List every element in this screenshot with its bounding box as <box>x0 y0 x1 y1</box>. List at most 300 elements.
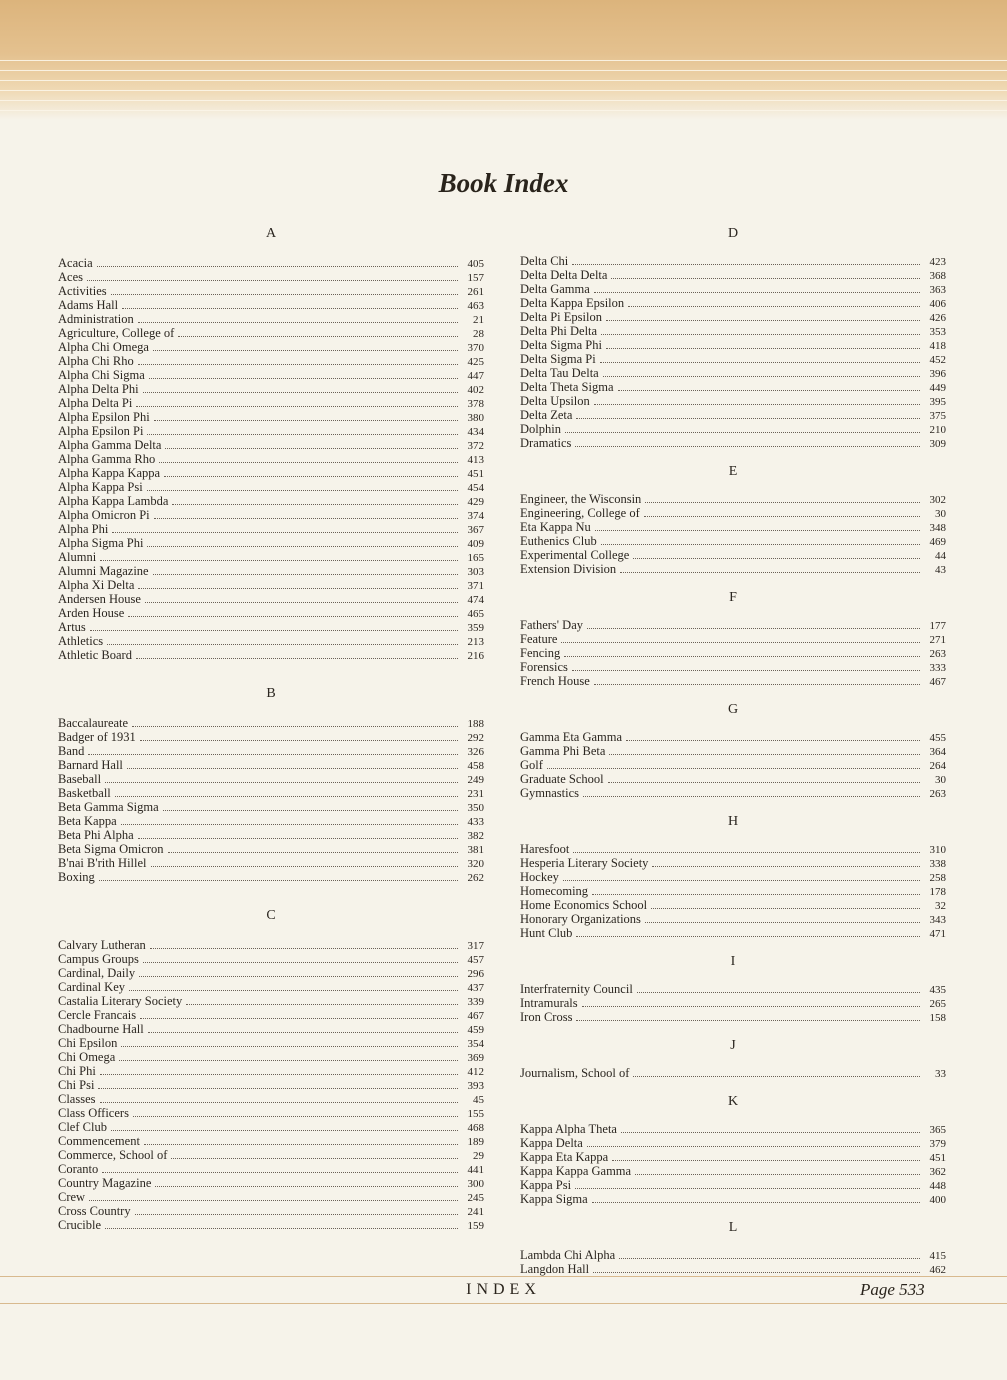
index-column-right <box>520 224 946 1276</box>
entry-page: 371 <box>467 580 484 592</box>
dot-leader <box>99 871 458 881</box>
entry-name: Artus <box>58 620 86 634</box>
dot-leader <box>620 563 920 573</box>
dot-leader <box>637 983 920 993</box>
dot-leader <box>600 353 920 363</box>
section-letter: A <box>265 226 277 241</box>
entry-name: Alpha Gamma Delta <box>58 438 162 452</box>
entry-name: Barnard Hall <box>58 758 123 772</box>
index-entry <box>58 522 484 536</box>
entry-name: Alpha Epsilon Pi <box>58 424 144 438</box>
entry-name: Kappa Psi <box>520 1178 572 1192</box>
dot-leader <box>582 997 920 1007</box>
index-section <box>520 952 946 1024</box>
index-entry <box>58 648 484 662</box>
entry-page: 452 <box>929 354 946 366</box>
entry-page: 426 <box>929 312 946 324</box>
index-entry <box>520 786 946 800</box>
index-entry <box>58 536 484 550</box>
dot-leader <box>111 1121 458 1131</box>
entry-page: 45 <box>473 1094 484 1106</box>
entry-name: Lambda Chi Alpha <box>520 1248 616 1262</box>
header-band <box>0 0 1007 120</box>
index-entry <box>520 282 946 296</box>
entry-name: Alpha Epsilon Phi <box>58 410 150 424</box>
index-entry <box>58 368 484 382</box>
index-entry <box>520 1178 946 1192</box>
entry-list <box>58 938 484 1232</box>
entry-page: 429 <box>467 496 484 508</box>
entry-page: 155 <box>467 1108 484 1120</box>
entry-page: 326 <box>467 746 484 758</box>
index-section <box>520 1218 946 1276</box>
index-section <box>520 588 946 688</box>
entry-page: 380 <box>467 412 484 424</box>
entry-page: 264 <box>929 760 946 772</box>
dot-leader <box>172 495 458 505</box>
entry-name: Iron Cross <box>520 1010 573 1024</box>
dot-leader <box>593 1263 920 1273</box>
dot-leader <box>153 341 458 351</box>
entry-list <box>58 256 484 662</box>
entry-page: 310 <box>929 844 946 856</box>
entry-name: Fathers' Day <box>520 618 584 632</box>
index-entry <box>520 1066 946 1080</box>
entry-name: Extension Division <box>520 562 617 576</box>
entry-name: Honorary Organizations <box>520 912 641 926</box>
dot-leader <box>575 1179 920 1189</box>
dot-leader <box>121 1037 458 1047</box>
entry-name: Administration <box>58 312 134 326</box>
index-entry <box>520 366 946 380</box>
entry-name: Kappa Kappa Gamma <box>520 1164 632 1178</box>
index-entry <box>520 758 946 772</box>
entry-name: Engineering, College of <box>520 506 640 520</box>
dot-leader <box>119 1051 458 1061</box>
entry-page: 189 <box>467 1136 484 1148</box>
entry-page: 381 <box>467 844 484 856</box>
index-entry <box>520 744 946 758</box>
entry-page: 451 <box>467 468 484 480</box>
entry-page: 425 <box>467 356 484 368</box>
entry-name: Athletic Board <box>58 648 132 662</box>
entry-name: Chadbourne Hall <box>58 1022 144 1036</box>
entry-page: 418 <box>929 340 946 352</box>
index-entry <box>520 254 946 268</box>
entry-name: Alpha Chi Omega <box>58 340 149 354</box>
dot-leader <box>147 425 458 435</box>
entry-name: Alpha Kappa Kappa <box>58 466 161 480</box>
entry-page: 378 <box>467 398 484 410</box>
entry-name: Cross Country <box>58 1204 131 1218</box>
page-title: Book Index <box>438 168 569 198</box>
entry-page: 462 <box>929 1264 946 1276</box>
entry-name: Feature <box>520 632 558 646</box>
entry-page: 395 <box>929 396 946 408</box>
index-entry <box>58 284 484 298</box>
dot-leader <box>573 843 920 853</box>
entry-list <box>520 1248 946 1276</box>
index-entry <box>520 730 946 744</box>
index-entry <box>520 1164 946 1178</box>
dot-leader <box>138 355 458 365</box>
entry-page: 178 <box>929 886 946 898</box>
index-entry <box>520 772 946 786</box>
section-letter: K <box>727 1094 739 1109</box>
index-entry <box>520 674 946 688</box>
entry-page: 263 <box>929 788 946 800</box>
dot-leader <box>595 521 920 531</box>
dot-leader <box>563 871 920 881</box>
entry-page: 365 <box>929 1124 946 1136</box>
section-letter: J <box>730 1038 736 1053</box>
entry-page: 263 <box>929 648 946 660</box>
index-entry <box>520 1192 946 1206</box>
dot-leader <box>601 325 920 335</box>
entry-page: 457 <box>467 954 484 966</box>
entry-name: Gamma Phi Beta <box>520 744 606 758</box>
section-letter: C <box>266 908 276 923</box>
index-entry <box>520 436 946 450</box>
entry-name: Fencing <box>520 646 561 660</box>
entry-name: Boxing <box>58 870 95 884</box>
dot-leader <box>136 397 458 407</box>
entry-name: Hesperia Literary Society <box>520 856 649 870</box>
section-letter: B <box>266 686 276 701</box>
entry-page: 372 <box>467 440 484 452</box>
dot-leader <box>644 507 920 517</box>
entry-name: Calvary Lutheran <box>58 938 146 952</box>
dot-leader <box>143 383 458 393</box>
entry-name: Chi Psi <box>58 1078 95 1092</box>
entry-name: Cercle Francais <box>58 1008 137 1022</box>
dot-leader <box>154 509 458 519</box>
entry-name: Delta Pi Epsilon <box>520 310 602 324</box>
index-section <box>58 906 484 1232</box>
entry-page: 458 <box>467 760 484 772</box>
entry-page: 210 <box>929 424 946 436</box>
entry-page: 30 <box>935 508 946 520</box>
entry-list <box>520 254 946 450</box>
entry-name: Beta Phi Alpha <box>58 828 134 842</box>
index-entry <box>58 980 484 994</box>
dot-leader <box>635 1165 920 1175</box>
entry-page: 413 <box>467 454 484 466</box>
entry-page: 44 <box>935 550 946 562</box>
entry-page: 348 <box>929 522 946 534</box>
index-section <box>520 812 946 940</box>
entry-page: 455 <box>929 732 946 744</box>
entry-name: Campus Groups <box>58 952 139 966</box>
entry-page: 467 <box>929 676 946 688</box>
entry-name: Euthenics Club <box>520 534 597 548</box>
entry-name: Forensics <box>520 660 568 674</box>
index-entry <box>58 800 484 814</box>
index-entry <box>520 982 946 996</box>
entry-name: Crucible <box>58 1218 102 1232</box>
entry-name: Alumni <box>58 550 97 564</box>
header-stripes <box>0 60 1007 122</box>
index-entry <box>520 520 946 534</box>
entry-page: 435 <box>929 984 946 996</box>
entry-name: Gamma Eta Gamma <box>520 730 623 744</box>
entry-page: 379 <box>929 1138 946 1150</box>
entry-name: Cardinal Key <box>58 980 125 994</box>
entry-page: 412 <box>467 1066 484 1078</box>
entry-page: 33 <box>935 1068 946 1080</box>
entry-page: 415 <box>929 1250 946 1262</box>
entry-name: Dramatics <box>520 436 572 450</box>
entry-name: Alumni Magazine <box>58 564 149 578</box>
index-entry <box>520 1010 946 1024</box>
index-entry <box>58 606 484 620</box>
index-entry <box>58 564 484 578</box>
entry-name: Baseball <box>58 772 102 786</box>
index-entry <box>520 1150 946 1164</box>
entry-page: 375 <box>929 410 946 422</box>
index-entry <box>520 324 946 338</box>
index-entry <box>58 396 484 410</box>
index-entry <box>58 256 484 270</box>
index-entry <box>58 1022 484 1036</box>
entry-list <box>520 1122 946 1206</box>
dot-leader <box>129 981 458 991</box>
dot-leader <box>138 313 458 323</box>
index-entry <box>520 660 946 674</box>
entry-name: Delta Delta Delta <box>520 268 608 282</box>
dot-leader <box>619 1249 920 1259</box>
index-entry <box>58 312 484 326</box>
entry-name: Alpha Sigma Phi <box>58 536 144 550</box>
entry-page: 469 <box>929 536 946 548</box>
index-entry <box>520 506 946 520</box>
entry-name: Aces <box>58 270 83 284</box>
index-section <box>58 224 484 662</box>
entry-page: 165 <box>467 552 484 564</box>
dot-leader <box>168 843 458 853</box>
entry-page: 292 <box>467 732 484 744</box>
entry-page: 433 <box>467 816 484 828</box>
entry-name: Delta Sigma Phi <box>520 338 602 352</box>
index-entry <box>520 870 946 884</box>
index-entry <box>520 492 946 506</box>
entry-name: Beta Gamma Sigma <box>58 800 159 814</box>
entry-page: 441 <box>467 1164 484 1176</box>
entry-name: Kappa Alpha Theta <box>520 1122 617 1136</box>
index-section <box>520 224 946 450</box>
entry-name: Commerce, School of <box>58 1148 168 1162</box>
index-entry <box>58 1204 484 1218</box>
index-section <box>520 462 946 576</box>
index-entry <box>58 828 484 842</box>
index-entry <box>520 1136 946 1150</box>
entry-page: 468 <box>467 1122 484 1134</box>
entry-page: 353 <box>929 326 946 338</box>
dot-leader <box>652 857 920 867</box>
entry-name: Homecoming <box>520 884 589 898</box>
dot-leader <box>150 939 458 949</box>
entry-page: 434 <box>467 426 484 438</box>
dot-leader <box>112 523 458 533</box>
dot-leader <box>111 285 458 295</box>
entry-name: Andersen House <box>58 592 141 606</box>
entry-name: Engineer, the Wisconsin <box>520 492 642 506</box>
dot-leader <box>143 953 458 963</box>
index-entry <box>520 842 946 856</box>
entry-name: Journalism, School of <box>520 1066 630 1080</box>
entry-name: Alpha Gamma Rho <box>58 452 156 466</box>
index-entry <box>58 298 484 312</box>
entry-name: Alpha Kappa Psi <box>58 480 143 494</box>
index-entry <box>58 1162 484 1176</box>
entry-page: 382 <box>467 830 484 842</box>
index-entry <box>58 716 484 730</box>
dot-leader <box>121 815 458 825</box>
dot-leader <box>133 1107 458 1117</box>
index-entry <box>520 856 946 870</box>
entry-page: 159 <box>467 1220 484 1232</box>
dot-leader <box>144 1135 458 1145</box>
entry-page: 474 <box>467 594 484 606</box>
dot-leader <box>601 535 920 545</box>
entry-page: 364 <box>929 746 946 758</box>
entry-name: Langdon Hall <box>520 1262 590 1276</box>
index-entry <box>58 620 484 634</box>
index-entry <box>58 270 484 284</box>
entry-page: 454 <box>467 482 484 494</box>
entry-name: Delta Upsilon <box>520 394 590 408</box>
index-entry <box>58 1092 484 1106</box>
dot-leader <box>159 453 458 463</box>
entry-page: 333 <box>929 662 946 674</box>
entry-name: Delta Sigma Pi <box>520 352 596 366</box>
dot-leader <box>565 423 920 433</box>
index-entry <box>520 268 946 282</box>
dot-leader <box>645 493 920 503</box>
entry-page: 28 <box>473 328 484 340</box>
entry-page: 241 <box>467 1206 484 1218</box>
entry-name: Alpha Delta Phi <box>58 382 139 396</box>
dot-leader <box>105 773 458 783</box>
entry-name: Beta Sigma Omicron <box>58 842 164 856</box>
index-entry <box>520 926 946 940</box>
dot-leader <box>587 619 920 629</box>
entry-page: 303 <box>467 566 484 578</box>
index-entry <box>58 550 484 564</box>
entry-page: 258 <box>929 872 946 884</box>
section-letter: F <box>729 590 737 605</box>
index-entry <box>58 842 484 856</box>
index-entry <box>58 494 484 508</box>
section-letter: H <box>727 814 739 829</box>
dot-leader <box>107 635 458 645</box>
dot-leader <box>547 759 920 769</box>
dot-leader <box>575 437 920 447</box>
entry-page: 265 <box>929 998 946 1010</box>
entry-list <box>520 618 946 688</box>
index-entry <box>520 898 946 912</box>
entry-page: 369 <box>467 1052 484 1064</box>
section-letter: G <box>727 702 739 717</box>
entry-page: 30 <box>935 774 946 786</box>
dot-leader <box>606 311 920 321</box>
entry-name: Delta Gamma <box>520 282 590 296</box>
index-entry <box>520 884 946 898</box>
index-entry <box>58 634 484 648</box>
entry-page: 363 <box>929 284 946 296</box>
entry-name: Alpha Chi Sigma <box>58 368 145 382</box>
index-entry <box>58 1036 484 1050</box>
entry-name: Band <box>58 744 85 758</box>
entry-list <box>520 842 946 940</box>
entry-name: Cardinal, Daily <box>58 966 136 980</box>
entry-page: 262 <box>467 872 484 884</box>
dot-leader <box>100 1093 459 1103</box>
entry-name: Kappa Delta <box>520 1136 583 1150</box>
entry-page: 471 <box>929 928 946 940</box>
entry-page: 29 <box>473 1150 484 1162</box>
index-entry <box>520 394 946 408</box>
entry-name: Golf <box>520 758 543 772</box>
entry-name: Kappa Sigma <box>520 1192 588 1206</box>
dot-leader <box>147 537 458 547</box>
dot-leader <box>100 551 458 561</box>
dot-leader <box>140 1009 458 1019</box>
dot-leader <box>618 381 921 391</box>
index-entry <box>58 592 484 606</box>
entry-name: Commencement <box>58 1134 140 1148</box>
entry-name: Delta Chi <box>520 254 569 268</box>
index-entry <box>58 952 484 966</box>
index-section <box>520 1092 946 1206</box>
entry-page: 396 <box>929 368 946 380</box>
index-entry <box>58 870 484 884</box>
entry-list <box>520 982 946 1024</box>
entry-name: Adams Hall <box>58 298 119 312</box>
dot-leader <box>165 439 458 449</box>
index-entry <box>58 480 484 494</box>
entry-name: Chi Epsilon <box>58 1036 118 1050</box>
section-letter: D <box>727 226 739 241</box>
index-entry <box>520 618 946 632</box>
index-entry <box>520 296 946 310</box>
entry-name: Crew <box>58 1190 86 1204</box>
entry-name: Acacia <box>58 256 93 270</box>
dot-leader <box>594 675 920 685</box>
index-entry <box>58 340 484 354</box>
entry-name: Delta Kappa Epsilon <box>520 296 625 310</box>
index-entry <box>58 1134 484 1148</box>
index-entry <box>58 1078 484 1092</box>
index-entry <box>58 382 484 396</box>
dot-leader <box>611 269 920 279</box>
entry-page: 188 <box>467 718 484 730</box>
dot-leader <box>132 717 458 727</box>
dot-leader <box>186 995 458 1005</box>
dot-leader <box>155 1177 458 1187</box>
entry-page: 320 <box>467 858 484 870</box>
index-entry <box>58 578 484 592</box>
entry-name: Alpha Xi Delta <box>58 578 135 592</box>
dot-leader <box>149 369 458 379</box>
entry-name: Alpha Omicron Pi <box>58 508 150 522</box>
entry-name: Gymnastics <box>520 786 580 800</box>
dot-leader <box>145 593 458 603</box>
index-entry <box>58 814 484 828</box>
entry-name: Agriculture, College of <box>58 326 175 340</box>
entry-page: 400 <box>929 1194 946 1206</box>
dot-leader <box>561 633 920 643</box>
